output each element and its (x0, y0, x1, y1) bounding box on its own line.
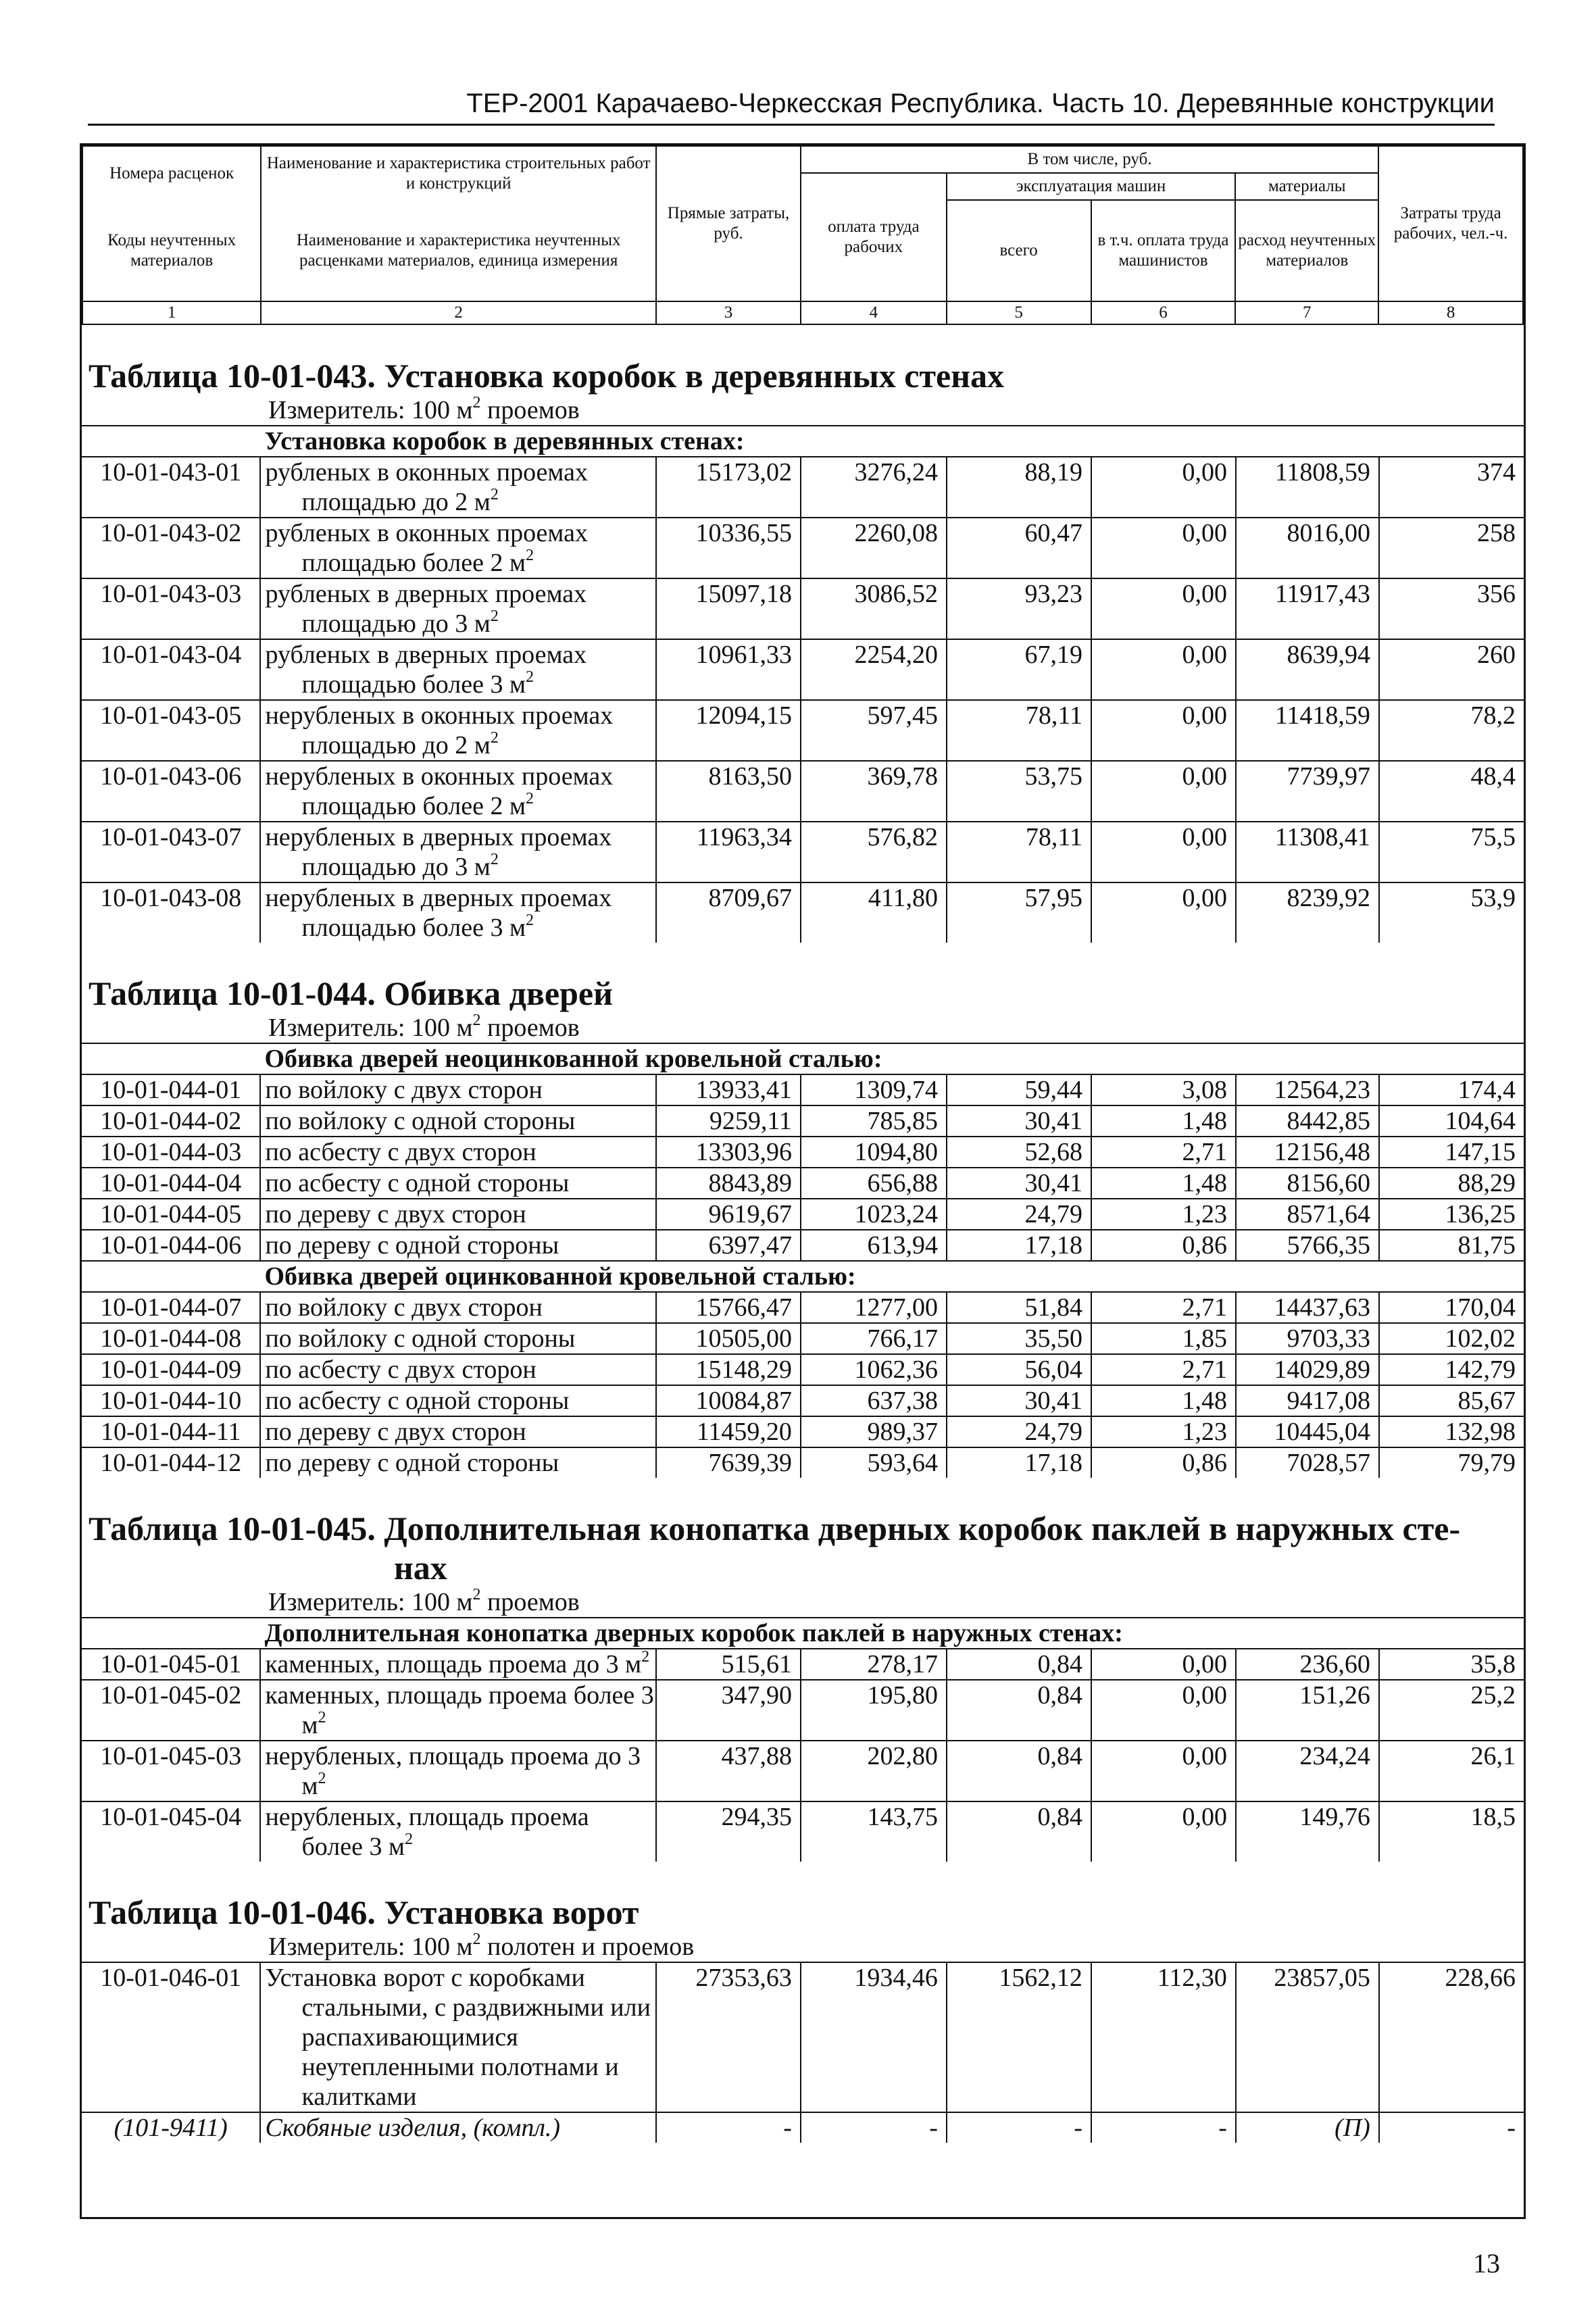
rate-c3: 294,35 (656, 1801, 801, 1862)
rate-c3: 15097,18 (656, 578, 801, 639)
rate-c6: 112,30 (1091, 1962, 1236, 2112)
rate-c8: 356 (1379, 578, 1524, 639)
rate-c4: 195,80 (801, 1680, 947, 1741)
rate-c7: 7028,57 (1236, 1447, 1379, 1478)
rate-c7: 8016,00 (1236, 518, 1379, 578)
rate-desc: Установка ворот с коробками стальными, с раздвижными или распахивающимися неутепленными полотнами и калитками (260, 1962, 655, 2112)
rate-code: 10-01-043-01 (82, 457, 260, 518)
rate-c5: 78,11 (947, 822, 1091, 882)
table-row (82, 457, 1524, 518)
rate-c8: 26,1 (1379, 1741, 1524, 1801)
rate-desc: по асбесту с двух сторон (260, 1354, 655, 1385)
table-row (82, 1074, 1524, 1105)
rate-c3: 8843,89 (656, 1168, 801, 1199)
rate-desc: каменных, площадь проема более 3 $м^2$ (260, 1680, 655, 1741)
materials-header: материалы (1235, 173, 1378, 200)
rate-c7: 11308,41 (1236, 822, 1379, 882)
rate-c6: 0,00 (1091, 761, 1236, 822)
col1-bottom: Коды неучтенных материалов (82, 200, 261, 301)
table-row (82, 1292, 1524, 1323)
rate-c5: 51,84 (947, 1292, 1091, 1323)
col4-header: оплата труда рабочих (801, 173, 947, 301)
rate-c7: 12564,23 (1236, 1074, 1379, 1105)
rate-c8: 228,66 (1379, 1962, 1524, 2112)
rate-code: 10-01-044-02 (82, 1105, 260, 1137)
table-unit: Измеритель: 100 $м^2$ проемов (82, 1013, 1524, 1043)
rate-c7: 8442,85 (1236, 1105, 1379, 1137)
rate-code: 10-01-044-06 (82, 1230, 260, 1261)
colnum-8: 8 (1378, 301, 1523, 324)
exploit-header: эксплуатация машин (947, 173, 1236, 200)
rate-c8: 147,15 (1379, 1137, 1524, 1168)
rate-code: 10-01-044-03 (82, 1137, 260, 1168)
rate-c5: 24,79 (947, 1416, 1091, 1447)
colnum-4: 4 (801, 301, 947, 324)
rate-code: 10-01-043-04 (82, 639, 260, 700)
table-row (82, 1230, 1524, 1261)
rate-c8: 174,4 (1379, 1074, 1524, 1105)
table-unit: Измеритель: 100 $м^2$ полотен и проемов (82, 1932, 1524, 1962)
table-row (82, 1199, 1524, 1230)
table-row (82, 1649, 1524, 1680)
material-c3: - (656, 2112, 801, 2143)
table-row (82, 639, 1524, 700)
rate-c5: 30,41 (947, 1105, 1091, 1137)
colnum-3: 3 (656, 301, 801, 324)
table-row (82, 1137, 1524, 1168)
rate-c7: 151,26 (1236, 1680, 1379, 1741)
rate-c3: 8163,50 (656, 761, 801, 822)
rate-c4: 3276,24 (801, 457, 947, 518)
rate-c4: 576,82 (801, 822, 947, 882)
rate-c8: 79,79 (1379, 1447, 1524, 1478)
rate-c6: 1,85 (1091, 1323, 1236, 1354)
col2-bottom: Наименование и характеристика неучтенных расценками материалов, единица измерения (261, 200, 656, 301)
rate-c5: 0,84 (947, 1801, 1091, 1862)
rate-c3: 11963,34 (656, 822, 801, 882)
rate-c7: 149,76 (1236, 1801, 1379, 1862)
rate-desc: нерубленых в оконных проемах площадью более 2 $м^2$ (260, 761, 655, 822)
rate-sheet (80, 143, 1526, 2219)
rate-code: 10-01-043-05 (82, 700, 260, 761)
rate-c8: 75,5 (1379, 822, 1524, 882)
rate-c3: 27353,63 (656, 1962, 801, 2112)
rate-c5: 35,50 (947, 1323, 1091, 1354)
rate-desc: нерубленых в дверных проемах площадью до 3 $м^2$ (260, 822, 655, 882)
rate-c6: 2,71 (1091, 1292, 1236, 1323)
rate-c5: 88,19 (947, 457, 1091, 518)
colnum-1: 1 (82, 301, 261, 324)
rate-c6: 3,08 (1091, 1074, 1236, 1105)
rate-c7: 12156,48 (1236, 1137, 1379, 1168)
rate-c5: 67,19 (947, 639, 1091, 700)
page-number: 13 (1473, 2248, 1500, 2279)
table-unit: Измеритель: 100 $м^2$ проемов (82, 1587, 1524, 1618)
rate-c3: 12094,15 (656, 700, 801, 761)
rate-c8: 18,5 (1379, 1801, 1524, 1862)
table-row (82, 1168, 1524, 1199)
rate-c6: 0,00 (1091, 700, 1236, 761)
table-row (82, 1447, 1524, 1478)
rate-c7: 11418,59 (1236, 700, 1379, 761)
material-c4: - (801, 2112, 947, 2143)
rate-c5: 1562,12 (947, 1962, 1091, 2112)
rate-c8: 81,75 (1379, 1230, 1524, 1261)
material-code: (101-9411) (82, 2112, 260, 2143)
rate-c6: 0,00 (1091, 578, 1236, 639)
rate-tables (82, 325, 1524, 2143)
rate-c3: 10961,33 (656, 639, 801, 700)
rate-c8: 142,79 (1379, 1354, 1524, 1385)
table-row (82, 1354, 1524, 1385)
rate-c7: 7739,97 (1236, 761, 1379, 822)
rate-c7: 234,24 (1236, 1741, 1379, 1801)
rate-c4: 989,37 (801, 1416, 947, 1447)
rate-c4: 411,80 (801, 882, 947, 943)
rate-c8: 260 (1379, 639, 1524, 700)
rate-c4: 597,45 (801, 700, 947, 761)
table-title: Таблица 10-01-046. Установка ворот (89, 1893, 639, 1931)
rate-c6: 0,00 (1091, 1649, 1236, 1680)
rate-code: 10-01-043-07 (82, 822, 260, 882)
rate-c8: 374 (1379, 457, 1524, 518)
rate-desc: по войлоку с одной стороны (260, 1105, 655, 1137)
colnum-5: 5 (947, 301, 1091, 324)
col7-header: расход неучтенных материалов (1235, 200, 1378, 301)
incl-header: В том числе, руб. (801, 146, 1378, 173)
rate-c4: 143,75 (801, 1801, 947, 1862)
table-row (82, 1741, 1524, 1801)
rate-c4: 1094,80 (801, 1137, 947, 1168)
rate-c6: 0,00 (1091, 1680, 1236, 1741)
rate-c7: 23857,05 (1236, 1962, 1379, 2112)
rate-c8: 35,8 (1379, 1649, 1524, 1680)
rate-c6: 1,23 (1091, 1416, 1236, 1447)
rate-c4: 613,94 (801, 1230, 947, 1261)
material-c6: - (1091, 2112, 1236, 2143)
rate-c7: 9703,33 (1236, 1323, 1379, 1354)
rate-c7: 8239,92 (1236, 882, 1379, 943)
table-row (82, 1801, 1524, 1862)
material-desc: Скобяные изделия, (компл.) (260, 2112, 655, 2143)
group-label: Обивка дверей неоцинкованной кровельной сталью: (260, 1043, 1524, 1074)
rate-c5: 52,68 (947, 1137, 1091, 1168)
rate-table (82, 1862, 1524, 2143)
rate-code: 10-01-045-02 (82, 1680, 260, 1741)
rate-code: 10-01-044-12 (82, 1447, 260, 1478)
group-label: Установка коробок в деревянных стенах: (260, 426, 1524, 457)
rate-code: 10-01-044-07 (82, 1292, 260, 1323)
rate-desc: по дереву с двух сторон (260, 1199, 655, 1230)
rate-desc: по войлоку с двух сторон (260, 1292, 655, 1323)
rate-c8: 258 (1379, 518, 1524, 578)
rate-desc: рубленых в оконных проемах площадью более 2 $м^2$ (260, 518, 655, 578)
rate-code: 10-01-044-08 (82, 1323, 260, 1354)
rate-code: 10-01-044-05 (82, 1199, 260, 1230)
table-row (82, 1385, 1524, 1416)
rate-code: 10-01-045-04 (82, 1801, 260, 1862)
rate-table (82, 1478, 1524, 1862)
rate-c4: 2260,08 (801, 518, 947, 578)
rate-c6: 0,00 (1091, 639, 1236, 700)
rate-code: 10-01-044-11 (82, 1416, 260, 1447)
rate-c3: 13933,41 (656, 1074, 801, 1105)
table-title: Таблица 10-01-043. Установка коробок в деревянных стенах (89, 357, 1005, 395)
rate-c7: 236,60 (1236, 1649, 1379, 1680)
table-row (82, 761, 1524, 822)
rate-c7: 5766,35 (1236, 1230, 1379, 1261)
group-label: Дополнительная конопатка дверных коробок паклей в наружных стенах: (260, 1618, 1524, 1649)
rate-c6: 1,48 (1091, 1168, 1236, 1199)
rate-c3: 347,90 (656, 1680, 801, 1741)
table-row (82, 700, 1524, 761)
rate-c3: 8709,67 (656, 882, 801, 943)
rate-c8: 78,2 (1379, 700, 1524, 761)
rate-c5: 57,95 (947, 882, 1091, 943)
material-row (82, 2112, 1524, 2143)
rate-c3: 6397,47 (656, 1230, 801, 1261)
rate-c8: 85,67 (1379, 1385, 1524, 1416)
rate-c7: 8639,94 (1236, 639, 1379, 700)
table-row (82, 1962, 1524, 2112)
rate-c5: 0,84 (947, 1741, 1091, 1801)
rate-desc: по дереву с одной стороны (260, 1230, 655, 1261)
rate-desc: по асбесту с одной стороны (260, 1168, 655, 1199)
rate-desc: рубленых в дверных проемах площадью до 3 $м^2$ (260, 578, 655, 639)
table-row (82, 1323, 1524, 1354)
col1-top: Номера расценок (82, 146, 261, 200)
rate-c4: 2254,20 (801, 639, 947, 700)
rate-c8: 132,98 (1379, 1416, 1524, 1447)
rate-c5: 93,23 (947, 578, 1091, 639)
rate-c5: 17,18 (947, 1447, 1091, 1478)
rate-c7: 9417,08 (1236, 1385, 1379, 1416)
rate-code: 10-01-043-08 (82, 882, 260, 943)
rate-c3: 10505,00 (656, 1323, 801, 1354)
table-row (82, 1105, 1524, 1137)
rate-c6: 0,00 (1091, 882, 1236, 943)
rate-c3: 15148,29 (656, 1354, 801, 1385)
rate-c8: 104,64 (1379, 1105, 1524, 1137)
rate-c6: 2,71 (1091, 1137, 1236, 1168)
rate-desc: по войлоку с одной стороны (260, 1323, 655, 1354)
rate-table (82, 325, 1524, 943)
rate-c6: 0,86 (1091, 1447, 1236, 1478)
rate-c5: 59,44 (947, 1074, 1091, 1105)
column-header (82, 145, 1524, 325)
rate-c4: 785,85 (801, 1105, 947, 1137)
rate-code: 10-01-044-10 (82, 1385, 260, 1416)
rate-desc: по асбесту с двух сторон (260, 1137, 655, 1168)
rate-c6: 0,00 (1091, 518, 1236, 578)
rate-c3: 10336,55 (656, 518, 801, 578)
colnum-7: 7 (1235, 301, 1378, 324)
rate-c3: 15766,47 (656, 1292, 801, 1323)
rate-c3: 515,61 (656, 1649, 801, 1680)
rate-c6: 0,00 (1091, 822, 1236, 882)
rate-desc: по войлоку с двух сторон (260, 1074, 655, 1105)
table-unit: Измеритель: 100 $м^2$ проемов (82, 395, 1524, 426)
rate-c4: 278,17 (801, 1649, 947, 1680)
rate-c4: 1023,24 (801, 1199, 947, 1230)
rate-code: 10-01-044-09 (82, 1354, 260, 1385)
rate-c6: 2,71 (1091, 1354, 1236, 1385)
rate-c8: 136,25 (1379, 1199, 1524, 1230)
col3-header: Прямые затраты, руб. (656, 146, 801, 301)
rate-c5: 30,41 (947, 1385, 1091, 1416)
col5-header: всего (947, 200, 1091, 301)
rate-desc: нерубленых, площадь проема до 3 $м^2$ (260, 1741, 655, 1801)
col6-header: в т.ч. оплата труда машинистов (1091, 200, 1236, 301)
rate-c5: 0,84 (947, 1649, 1091, 1680)
rate-code: 10-01-043-06 (82, 761, 260, 822)
rate-c4: 593,64 (801, 1447, 947, 1478)
rate-c8: 53,9 (1379, 882, 1524, 943)
rate-c4: 656,88 (801, 1168, 947, 1199)
rate-c6: 0,00 (1091, 457, 1236, 518)
rate-c5: 60,47 (947, 518, 1091, 578)
rate-c8: 88,29 (1379, 1168, 1524, 1199)
rate-c7: 8156,60 (1236, 1168, 1379, 1199)
rate-desc: рубленых в дверных проемах площадью более 3 $м^2$ (260, 639, 655, 700)
rate-c6: 0,86 (1091, 1230, 1236, 1261)
rate-c4: 766,17 (801, 1323, 947, 1354)
rate-c4: 369,78 (801, 761, 947, 822)
rate-code: 10-01-046-01 (82, 1962, 260, 2112)
rate-c4: 1062,36 (801, 1354, 947, 1385)
table-row (82, 882, 1524, 943)
rate-c7: 8571,64 (1236, 1199, 1379, 1230)
material-c8: - (1379, 2112, 1524, 2143)
material-c5: - (947, 2112, 1091, 2143)
rate-c4: 1309,74 (801, 1074, 947, 1105)
rate-code: 10-01-044-04 (82, 1168, 260, 1199)
rate-c5: 53,75 (947, 761, 1091, 822)
rate-c5: 78,11 (947, 700, 1091, 761)
rate-c8: 102,02 (1379, 1323, 1524, 1354)
rate-c8: 170,04 (1379, 1292, 1524, 1323)
rate-c8: 25,2 (1379, 1680, 1524, 1741)
rate-c4: 1934,46 (801, 1962, 947, 2112)
rate-c7: 11917,43 (1236, 578, 1379, 639)
rate-c4: 3086,52 (801, 578, 947, 639)
rate-c7: 14437,63 (1236, 1292, 1379, 1323)
rate-c3: 10084,87 (656, 1385, 801, 1416)
rate-code: 10-01-045-03 (82, 1741, 260, 1801)
rate-c6: 1,23 (1091, 1199, 1236, 1230)
col2-top: Наименование и характеристика строительных работ и конструкций (261, 146, 656, 200)
table-row (82, 822, 1524, 882)
rate-c6: 0,00 (1091, 1741, 1236, 1801)
material-c7: (П) (1236, 2112, 1379, 2143)
rate-c5: 56,04 (947, 1354, 1091, 1385)
rate-desc: по дереву с одной стороны (260, 1447, 655, 1478)
rate-desc: нерубленых в оконных проемах площадью до 2 $м^2$ (260, 700, 655, 761)
rate-c4: 202,80 (801, 1741, 947, 1801)
column-numbers (82, 301, 1523, 324)
rate-c6: 0,00 (1091, 1801, 1236, 1862)
header-rule (88, 124, 1495, 126)
rate-desc: по дереву с двух сторон (260, 1416, 655, 1447)
rate-c6: 1,48 (1091, 1105, 1236, 1137)
rate-c3: 11459,20 (656, 1416, 801, 1447)
rate-code: 10-01-045-01 (82, 1649, 260, 1680)
rate-c3: 9259,11 (656, 1105, 801, 1137)
rate-c3: 7639,39 (656, 1447, 801, 1478)
rate-c4: 1277,00 (801, 1292, 947, 1323)
rate-c6: 1,48 (1091, 1385, 1236, 1416)
rate-code: 10-01-043-03 (82, 578, 260, 639)
rate-c5: 30,41 (947, 1168, 1091, 1199)
table-row (82, 518, 1524, 578)
rate-c3: 437,88 (656, 1741, 801, 1801)
rate-desc: каменных, площадь проема до 3 $м^2$ (260, 1649, 655, 1680)
rate-c7: 14029,89 (1236, 1354, 1379, 1385)
rate-code: 10-01-044-01 (82, 1074, 260, 1105)
rate-table (82, 943, 1524, 1478)
group-label: Обивка дверей оцинкованной кровельной сталью: (260, 1261, 1524, 1292)
table-title: Таблица 10-01-045. Дополнительная конопатка дверных коробок паклей в наружных сте- нах (89, 1510, 1461, 1587)
colnum-6: 6 (1091, 301, 1236, 324)
col8-header: Затраты труда рабочих, чел.-ч. (1378, 146, 1523, 301)
table-row (82, 1680, 1524, 1741)
table-row (82, 578, 1524, 639)
rate-c5: 17,18 (947, 1230, 1091, 1261)
colnum-2: 2 (261, 301, 656, 324)
rate-c3: 9619,67 (656, 1199, 801, 1230)
table-title: Таблица 10-01-044. Обивка дверей (89, 974, 613, 1012)
rate-code: 10-01-043-02 (82, 518, 260, 578)
running-title: ТЕР-2001 Карачаево-Черкесская Республика. Часть 10. Деревянные конструкции (466, 89, 1495, 118)
rate-desc: нерубленых в дверных проемах площадью более 3 $м^2$ (260, 882, 655, 943)
rate-c4: 637,38 (801, 1385, 947, 1416)
table-row (82, 1416, 1524, 1447)
rate-desc: рубленых в оконных проемах площадью до 2 $м^2$ (260, 457, 655, 518)
rate-c3: 15173,02 (656, 457, 801, 518)
rate-c7: 11808,59 (1236, 457, 1379, 518)
rate-c5: 0,84 (947, 1680, 1091, 1741)
rate-c8: 48,4 (1379, 761, 1524, 822)
rate-desc: по асбесту с одной стороны (260, 1385, 655, 1416)
rate-c5: 24,79 (947, 1199, 1091, 1230)
rate-c7: 10445,04 (1236, 1416, 1379, 1447)
rate-desc: нерубленых, площадь проема более 3 $м^2$ (260, 1801, 655, 1862)
rate-c3: 13303,96 (656, 1137, 801, 1168)
